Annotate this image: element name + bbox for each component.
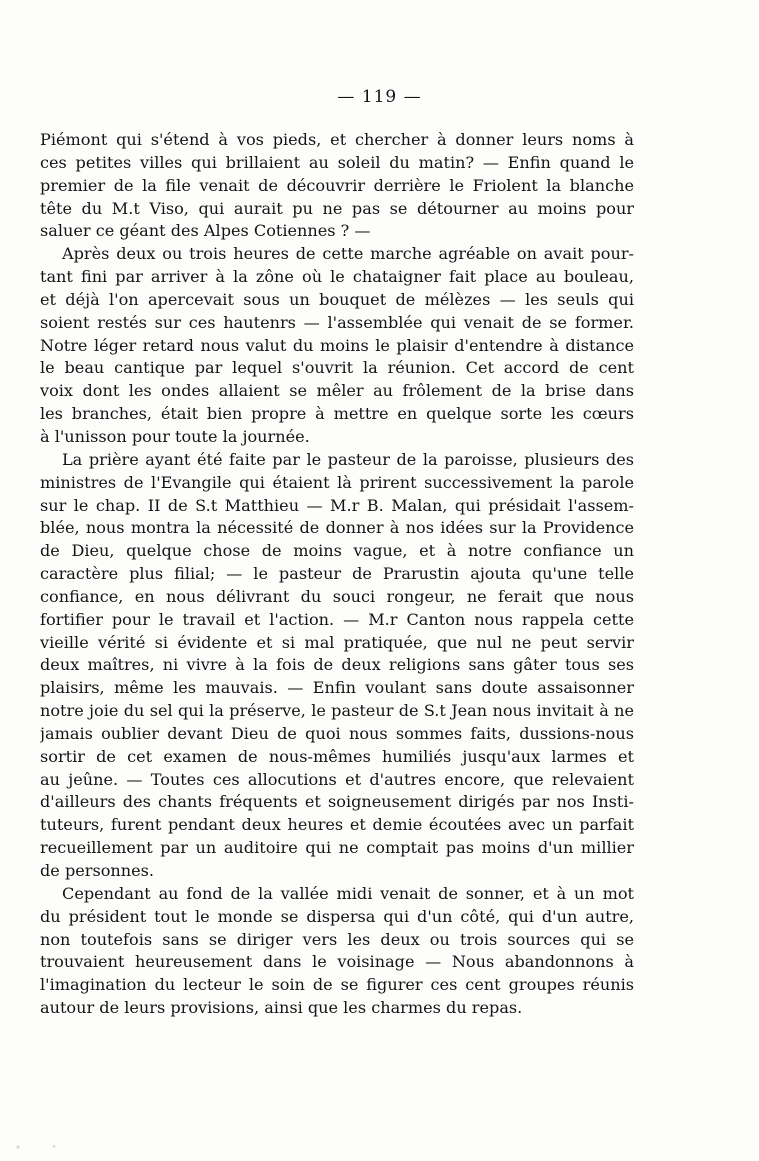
text-line: autour de leurs provisions, ainsi que les charmes du repas. — [40, 998, 523, 1018]
text-line: du président tout le monde se dispersa qui d'un côté, qui d'un autre, — [40, 906, 634, 926]
text-line: Après deux ou trois heures de cette marche agréable on avait pour- — [62, 244, 634, 264]
text-line: ministres de l'Evangile qui étaient là prirent successivement la parole — [40, 472, 634, 492]
text-line: Notre léger retard nous valut du moins le plaisir d'entendre à distance — [40, 335, 634, 355]
paper-speckle — [0, 1144, 90, 1150]
text-line: premier de la file venait de découvrir derrière le Friolent la blanche — [40, 175, 634, 195]
text-line: non toutefois sans se diriger vers les deux ou trois sources qui se — [40, 929, 634, 949]
text-line: au jeûne. — Toutes ces allocutions et d'autres encore, que relevaient — [40, 769, 634, 789]
text-line: l'imagination du lecteur le soin de se figurer ces cent groupes réunis — [40, 975, 634, 995]
body-text — [40, 129, 634, 1020]
text-line: ces petites villes qui brillaient au soleil du matin? — Enfin quand le — [40, 152, 634, 172]
text-line: de Dieu, quelque chose de moins vague, et à notre confiance un — [40, 541, 634, 561]
text-line: confiance, en nous délivrant du souci rongeur, ne ferait que nous — [40, 586, 634, 606]
text-line: tête du M.t Viso, qui aurait pu ne pas se détourner au moins pour — [40, 198, 634, 218]
page-number: — 119 — — [337, 87, 422, 107]
text-line: caractère plus filial; — le pasteur de Prarustin ajouta qu'une telle — [40, 564, 634, 584]
paragraph-1 — [40, 129, 634, 243]
text-line: le beau cantique par lequel s'ouvrit la réunion. Cet accord de cent — [40, 358, 634, 378]
text-line: plaisirs, même les mauvais. — Enfin voulant sans doute assaisonner — [40, 678, 634, 698]
text-line: jamais oublier devant Dieu de quoi nous sommes faits, dussions-nous — [40, 723, 634, 743]
text-line: tuteurs, furent pendant deux heures et demie écoutées avec un parfait — [40, 815, 634, 835]
text-line: à l'unisson pour toute la journée. — [40, 426, 310, 446]
text-line: voix dont les ondes allaient se mêler au frôlement de la brise dans — [40, 381, 634, 401]
text-line: fortifier pour le travail et l'action. — M.r Canton nous rappela cette — [40, 609, 634, 629]
text-line: d'ailleurs des chants fréquents et soigneusement dirigés par nos Insti- — [40, 792, 634, 812]
text-line: de personnes. — [40, 861, 155, 880]
paragraph-2 — [40, 243, 634, 449]
text-line: trouvaient heureusement dans le voisinage — Nous abandonnons à — [40, 952, 634, 972]
text-line: deux maîtres, ni vivre à la fois de deux religions sans gâter tous ses — [40, 655, 634, 675]
text-line: blée, nous montra la nécessité de donner à nos idées sur la Providence — [40, 518, 634, 538]
text-line: tant fini par arriver à la zône où le chataigner fait place au bouleau, — [40, 267, 634, 287]
text-line: notre joie du sel qui la préserve, le pasteur de S.t Jean nous invitait à ne — [40, 701, 634, 721]
text-line: les branches, était bien propre à mettre en quelque sorte les cœurs — [40, 404, 634, 424]
text-line: sortir de cet examen de nous-mêmes humiliés jusqu'aux larmes et — [40, 746, 634, 766]
text-line: et déjà l'on apercevait sous un bouquet de mélèzes — les seuls qui — [40, 289, 634, 309]
paragraph-3 — [40, 449, 634, 883]
text-line: Cependant au fond de la vallée midi venait de sonner, et à un mot — [62, 883, 634, 903]
text-line: Piémont qui s'étend à vos pieds, et chercher à donner leurs noms à — [40, 130, 634, 149]
text-line: soient restés sur ces hautenrs — l'assemblée qui venait de se former. — [40, 312, 634, 332]
text-line: vieille vérité si évidente et si mal pratiquée, que nul ne peut servir — [40, 632, 634, 652]
paragraph-4 — [40, 883, 634, 1020]
text-line: sur le chap. II de S.t Matthieu — M.r B. Malan, qui présidait l'assem- — [40, 495, 634, 515]
text-line: recueillement par un auditoire qui ne comptait pas moins d'un millier — [40, 838, 634, 858]
text-line: La prière ayant été faite par le pasteur de la paroisse, plusieurs des — [62, 449, 634, 469]
text-line: saluer ce géant des Alpes Cotiennes ? — — [40, 221, 371, 241]
